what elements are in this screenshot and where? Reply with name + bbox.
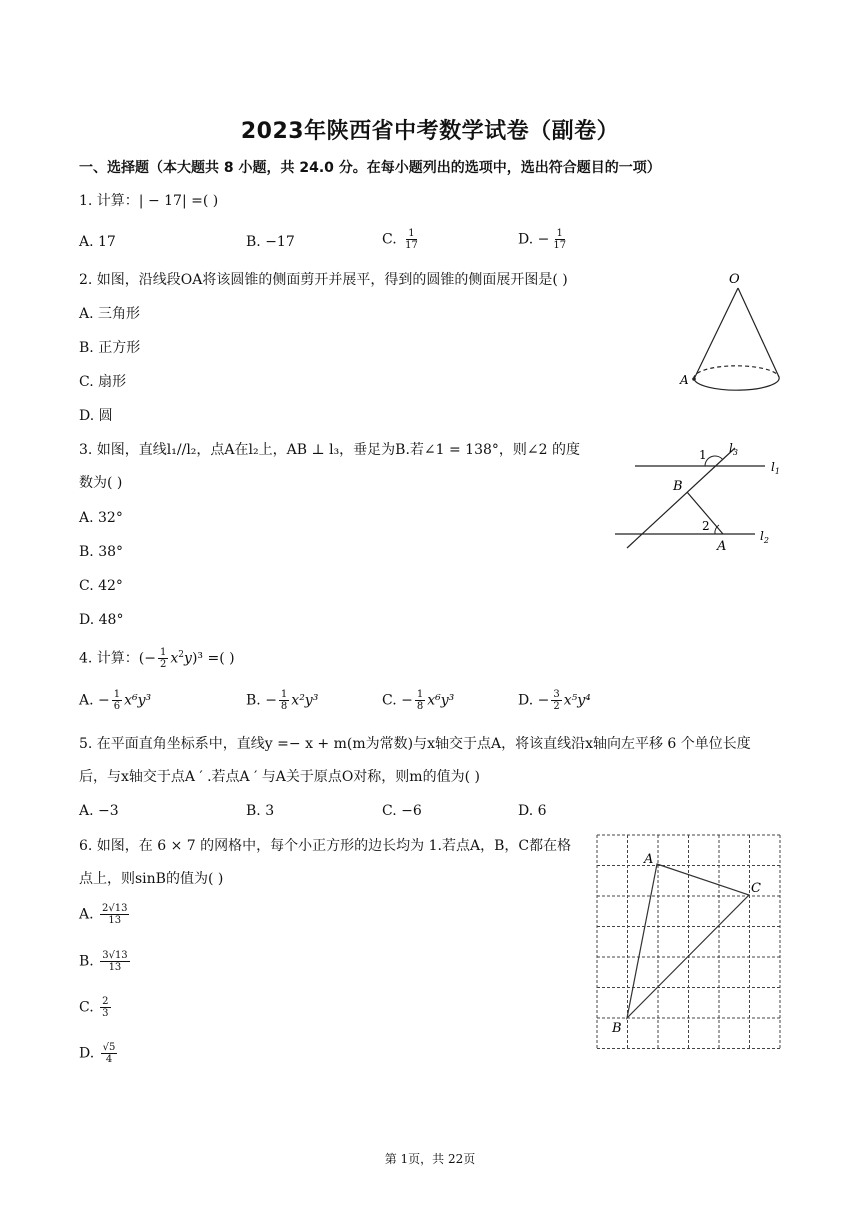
q2-option-b: B. 正方形 xyxy=(79,340,141,356)
q5-option-a: A. −3 xyxy=(79,803,119,819)
question-3-stem-line1: 3. 如图，直线l₁//l₂，点A在l₂上，AB ⊥ l₃，垂足为B.若∠1 = 138°，则∠2 的度 xyxy=(79,442,580,458)
question-6-line2: 点上，则sinB的值为( ) xyxy=(79,871,224,887)
grid-point-a-label: A xyxy=(644,852,654,867)
q1-option-c: C. $\frac{1}{17}$ xyxy=(382,228,418,251)
page-footer: 第 1页，共 22页 xyxy=(384,1152,476,1166)
q2-option-a: A. 三角形 xyxy=(79,306,141,322)
q6-option-c: C. $\frac{2}{3}$ xyxy=(79,996,109,1019)
grid-point-c-label: C xyxy=(751,881,761,896)
question-2-stem: 2. 如图，沿线段OA将该圆锥的侧面剪开并展平，得到的圆锥的侧面展开图是( ) xyxy=(79,272,568,288)
point-b-label: B xyxy=(673,479,683,494)
question-5-line2: 后，与x轴交于点A ′ .若点A ′ 与A关于原点O对称，则m的值为( ) xyxy=(79,769,480,785)
q6-option-a: A. $\frac{2√13}{13}$ xyxy=(79,903,128,926)
q2-option-d: D. 圆 xyxy=(79,408,113,424)
grid-triangle-figure xyxy=(592,830,787,1055)
q3-option-a: A. 32° xyxy=(79,510,123,526)
q1-option-a: A. 17 xyxy=(79,234,116,250)
question-5-line1: 5. 在平面直角坐标系中，直线y =− x + m(m为常数)与x轴交于点A，将该直线沿x轴向左平移 6 个单位长度 xyxy=(79,736,751,752)
point-a-label: A xyxy=(717,539,727,554)
q1-option-b: B. −17 xyxy=(246,234,295,250)
line-l1-label: $l_1$ xyxy=(771,460,780,476)
grid-point-b-label: B xyxy=(612,1021,622,1036)
cone-label-o: O xyxy=(729,272,740,287)
q4-option-b: B. − $\frac{1}{8}$ x²y³ xyxy=(246,689,319,712)
cone-figure xyxy=(670,268,790,398)
q6-option-b: B. $\frac{3√13}{13}$ xyxy=(79,950,128,973)
q2-option-c: C. 扇形 xyxy=(79,374,127,390)
question-3-stem-line2: 数为( ) xyxy=(79,475,123,491)
section-heading: 一、选择题（本大题共 8 小题，共 24.0 分。在每小题列出的选项中，选出符合题目的一项） xyxy=(79,160,661,176)
question-4-stem: 4. 计算：(− $\frac{1}{2}$ $x^2y)^3$ =( ) xyxy=(79,647,235,671)
page-title: 2023年陕西省中考数学试卷（副卷） xyxy=(240,119,620,144)
q1-option-d: D. − $\frac{1}{17}$ xyxy=(518,228,567,251)
dashed-grid xyxy=(597,835,780,1049)
q4-option-d: D. − $\frac{3}{2}$ x⁵y⁴ xyxy=(518,689,591,712)
q5-option-b: B. 3 xyxy=(246,803,275,819)
q3-option-b: B. 38° xyxy=(79,544,124,560)
angle-1-label: 1 xyxy=(699,448,707,462)
parallel-lines-figure xyxy=(605,438,790,558)
q3-option-d: D. 48° xyxy=(79,612,124,628)
question-6-line1: 6. 如图，在 6 × 7 的网格中，每个小正方形的边长均为 1.若点A，B，C都在格 xyxy=(79,838,572,854)
question-1-stem: 1. 计算：| − 17| =( ) xyxy=(79,193,219,209)
q4-option-a: A. − $\frac{1}{6}$ x⁶y³ xyxy=(79,689,152,712)
cone-label-a: A xyxy=(680,373,689,387)
q4-option-c: C. − $\frac{1}{8}$ x⁶y³ xyxy=(382,689,455,712)
line-l3-label: $l_3$ xyxy=(729,441,738,457)
q5-option-c: C. −6 xyxy=(382,803,422,819)
q5-option-d: D. 6 xyxy=(518,803,547,819)
q6-option-d: D. $\frac{√5}{4}$ xyxy=(79,1042,116,1065)
angle-2-label: 2 xyxy=(702,519,710,533)
q3-option-c: C. 42° xyxy=(79,578,123,594)
line-l2-label: $l_2$ xyxy=(760,529,769,545)
